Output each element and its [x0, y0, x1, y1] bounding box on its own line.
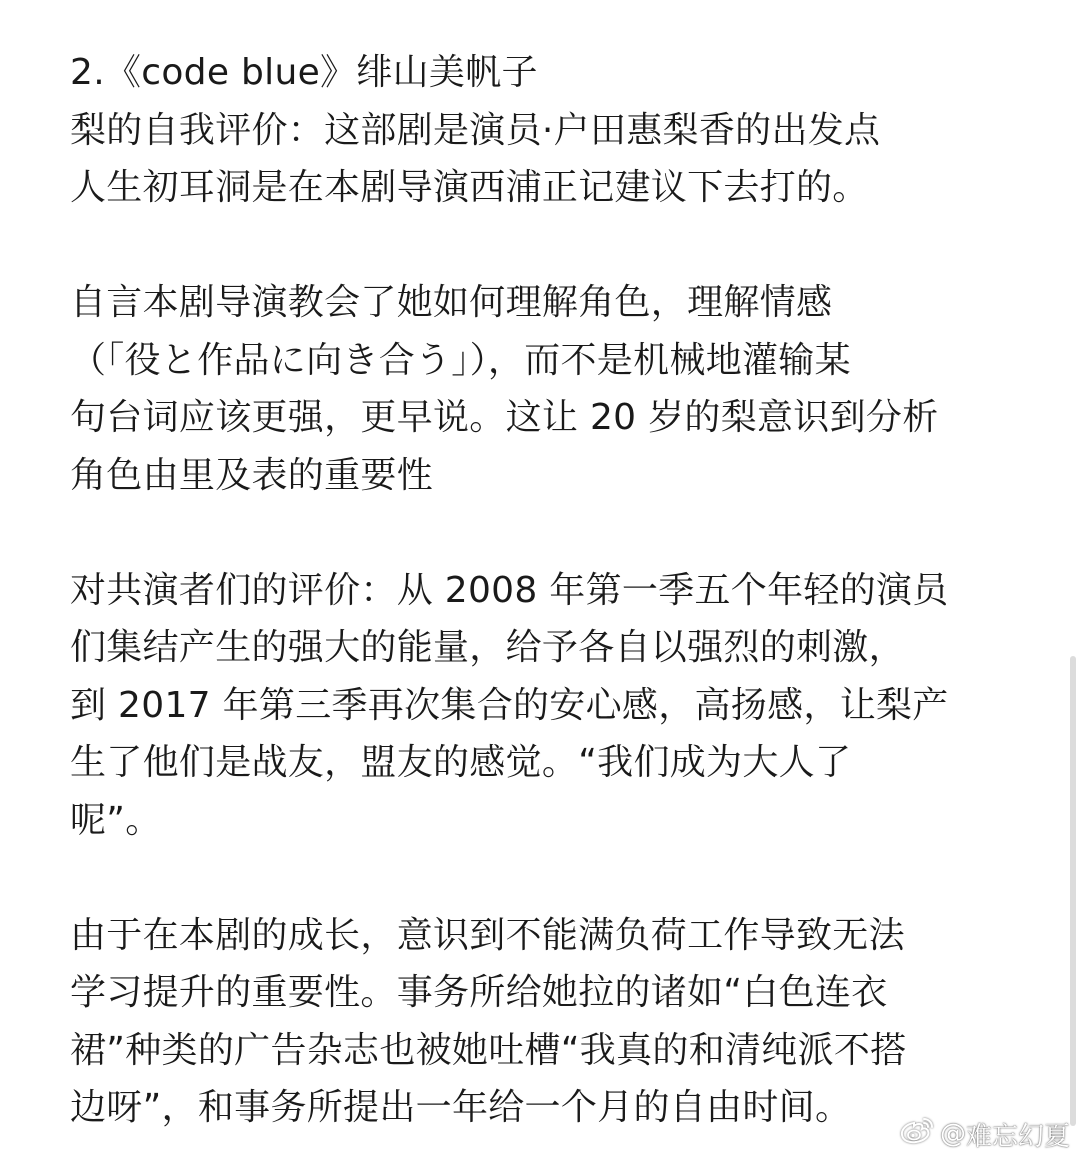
- watermark-username: 难忘幻夏: [965, 1121, 1070, 1152]
- text-line: 角色由里及表的重要性: [70, 454, 434, 496]
- text-line: 到 2017 年第三季再次集合的安心感，高扬感，让梨产: [70, 684, 949, 726]
- paragraph-gap: [70, 504, 1030, 562]
- text-line: 2.《code blue》绯山美帆子: [70, 52, 538, 93]
- text-line: 句台词应该更强，更早说。这让 20 岁的梨意识到分析: [70, 397, 939, 438]
- paragraph-3: [70, 562, 1030, 850]
- weibo-watermark: [900, 1114, 1070, 1154]
- weibo-icon: [900, 1117, 934, 1152]
- scrollbar-thumb[interactable]: [1070, 656, 1076, 1126]
- paragraph-gap: [70, 849, 1030, 907]
- paragraph-1: [70, 44, 1030, 217]
- text-line: 边呀”，和事务所提出一年给一个月的自由时间。: [70, 1087, 852, 1128]
- text-line: 们集结产生的强大的能量，给予各自以强烈的刺激，: [70, 627, 905, 668]
- paragraph-2: [70, 274, 1030, 504]
- paragraph-4: [70, 907, 1030, 1137]
- paragraph-gap: [70, 217, 1030, 275]
- text-line: 裙”种类的广告杂志也被她吐槽“我真的和清纯派不搭: [70, 1029, 907, 1071]
- article-body: [70, 44, 1030, 1137]
- text-line: 梨的自我评价：这部剧是演员·户田惠梨香的出发点: [70, 109, 881, 151]
- text-line: 呢”。: [70, 799, 162, 841]
- text-line: （「役と作品に向き合う」），而不是机械地灌输某: [70, 339, 851, 381]
- text-line: 由于在本剧的成长，意识到不能满负荷工作导致无法: [70, 914, 905, 956]
- text-line: 自言本剧导演教会了她如何理解角色，理解情感: [70, 282, 833, 323]
- text-line: 对共演者们的评价：从 2008 年第一季五个年轻的演员: [70, 569, 949, 611]
- watermark-at: @: [939, 1119, 966, 1149]
- text-line: 学习提升的重要性。事务所给她拉的诸如“白色连衣: [70, 972, 888, 1013]
- text-line: 生了他们是战友，盟友的感觉。“我们成为大人了: [70, 742, 852, 783]
- text-line: 人生初耳洞是在本剧导演西浦正记建议下去打的。: [70, 167, 869, 208]
